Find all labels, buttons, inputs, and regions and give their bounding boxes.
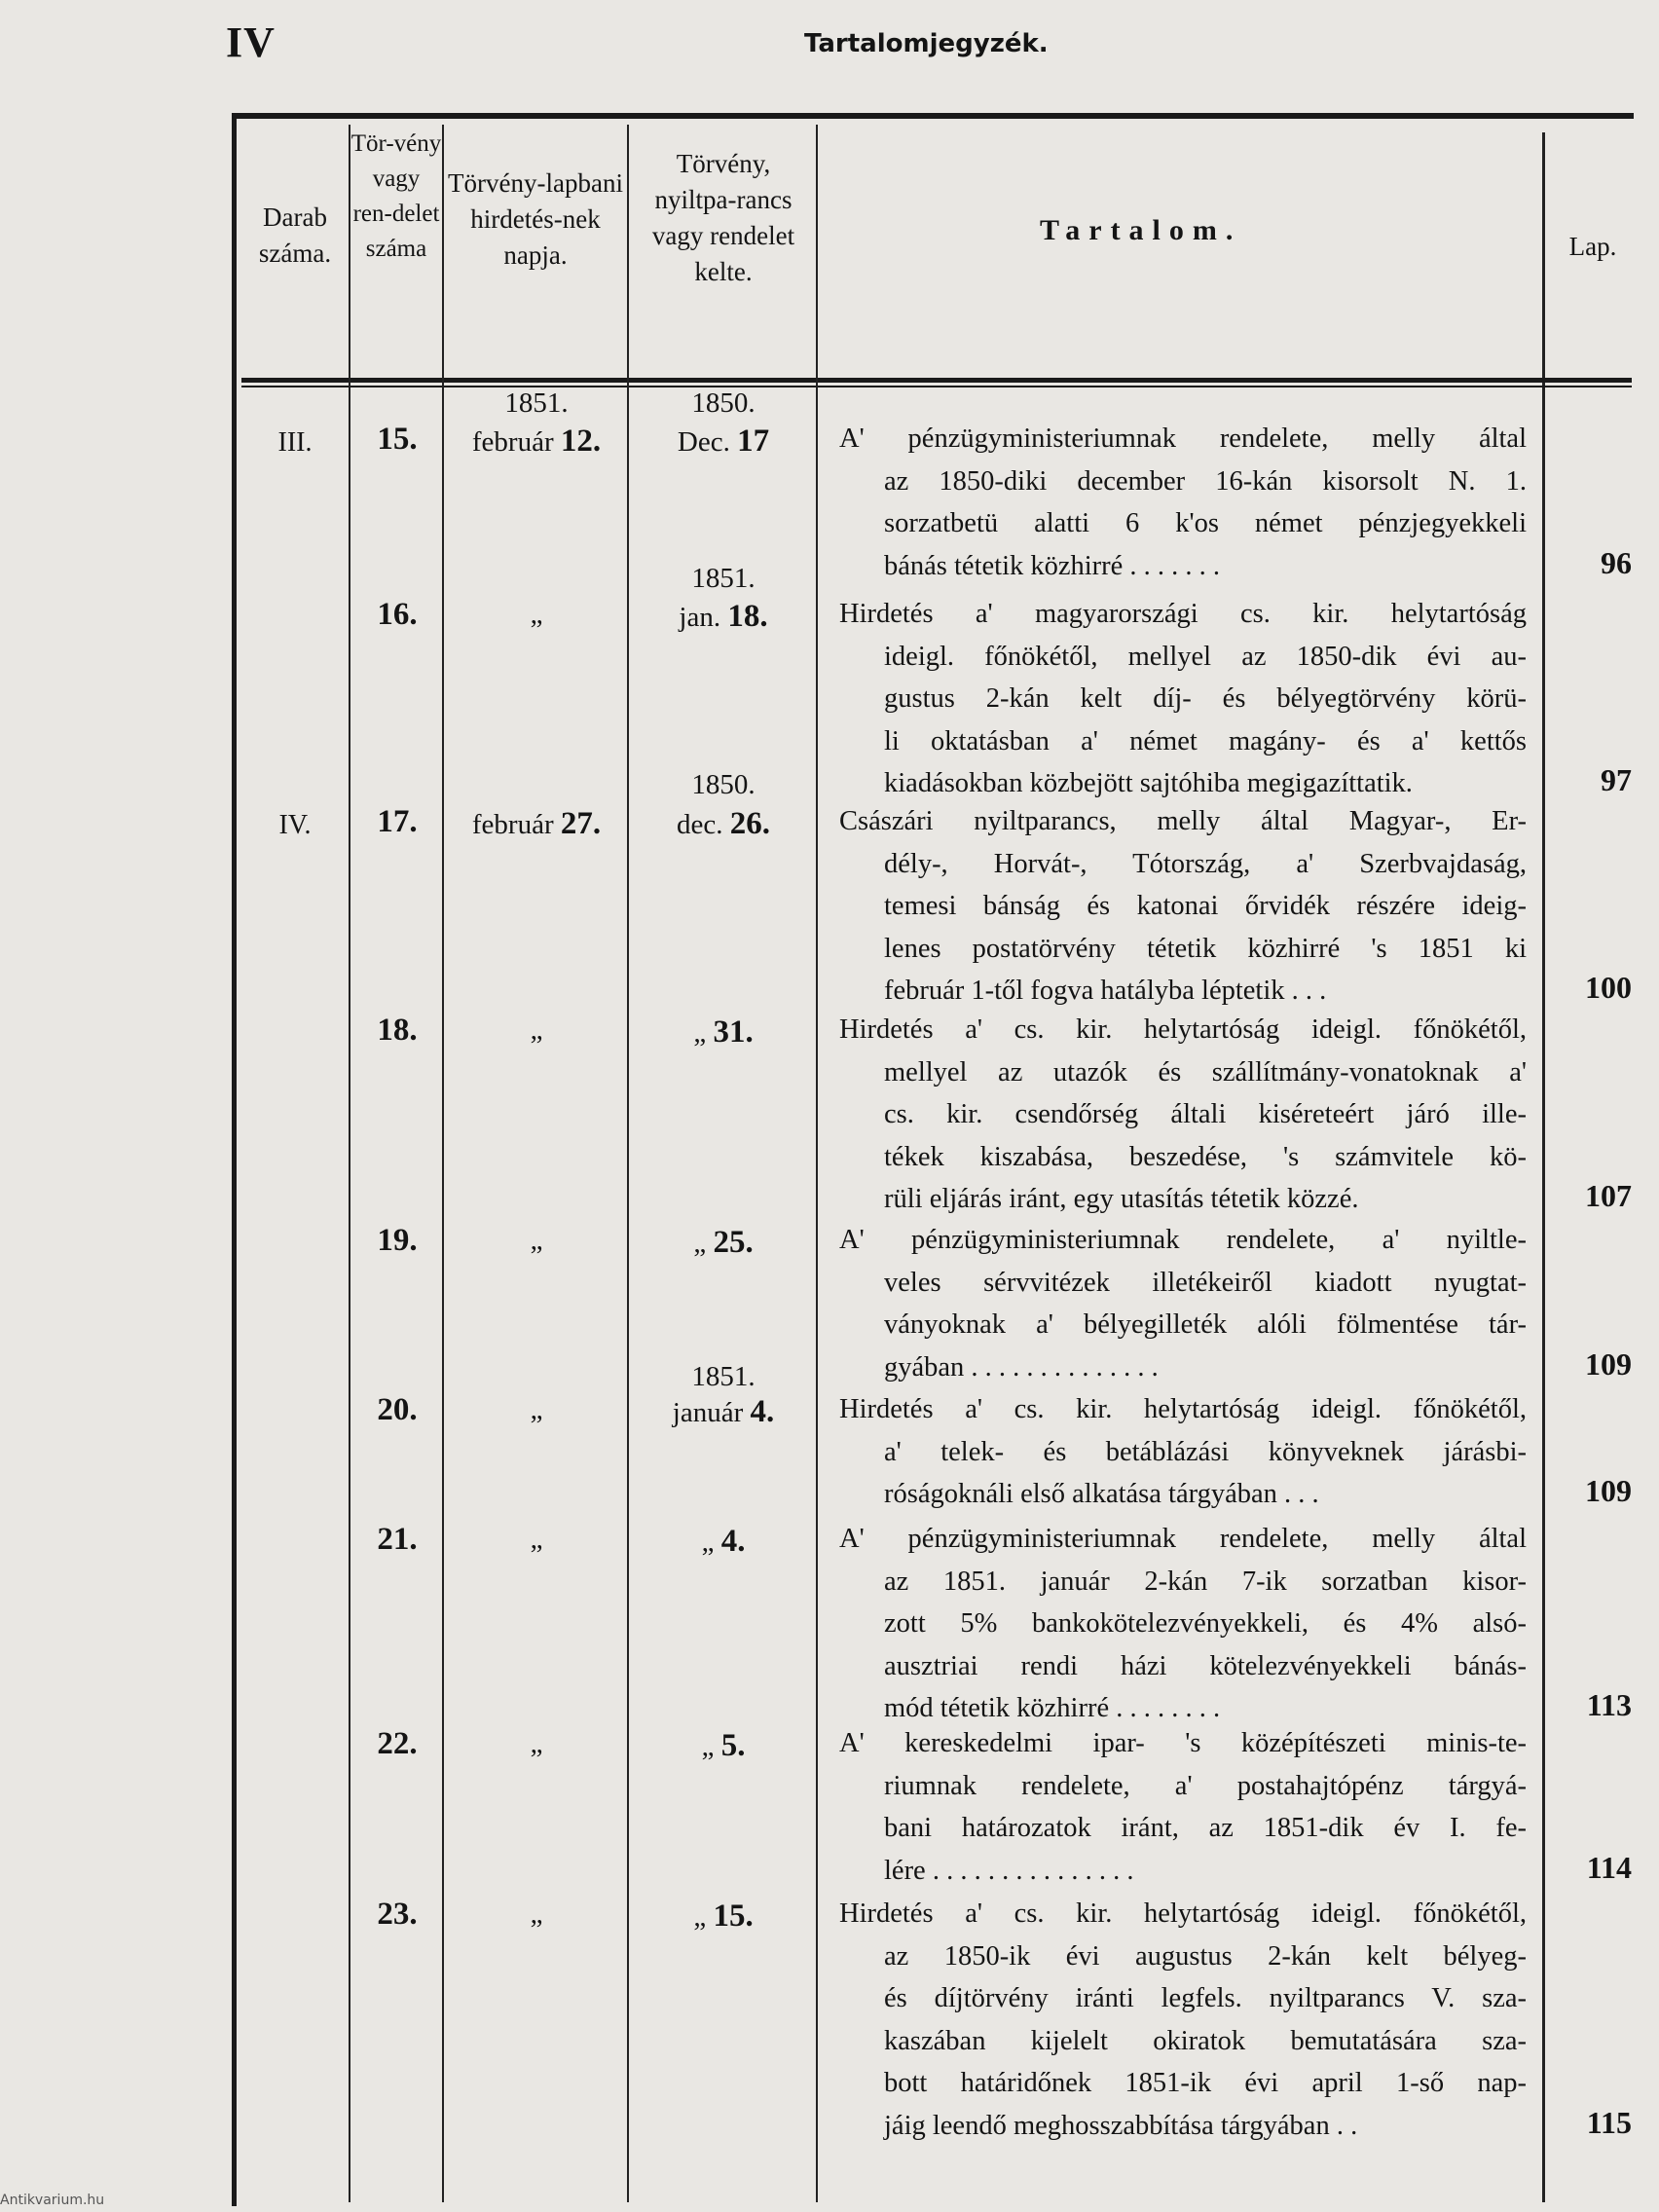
announcement-date: „ <box>530 1014 543 1046</box>
content-entry <box>839 1388 1527 1516</box>
law-number: 17. <box>377 804 418 839</box>
announcement-date: „ <box>530 599 543 630</box>
year-label: 1850. <box>691 769 756 800</box>
header-rule <box>241 378 1632 383</box>
content-line: dély-, Horvát-, Tótország, a' Szerbvajdaság, <box>884 848 1527 879</box>
content-line: jáig leendő meghosszabbítása tárgyában . . <box>884 2110 1358 2141</box>
running-title: Tartalomjegyzék. <box>804 29 1049 58</box>
law-number: 21. <box>377 1522 418 1557</box>
law-number: 22. <box>377 1726 418 1761</box>
issue-date: „ 31. <box>693 1014 754 1050</box>
content-line: róságoknáli első alkatása tárgyában . . . <box>884 1479 1319 1510</box>
content-line: rüli eljárás iránt, egy utasítás tétetik közzé. <box>884 1184 1359 1215</box>
header-kelte: Törvény, nyiltpa-rancs vagy rendelet kelte. <box>651 149 795 286</box>
announcement-date: „ <box>530 1225 543 1256</box>
darab-number: III. <box>277 427 313 458</box>
issue-date: „ 5. <box>701 1728 746 1763</box>
issue-date: „ 4. <box>701 1524 746 1559</box>
lap-column-rule <box>1542 132 1545 2202</box>
content-line: gyában . . . . . . . . . . . . . . <box>884 1351 1159 1382</box>
issue-date: „ 15. <box>693 1899 754 1934</box>
page-reference: 113 <box>1586 1687 1632 1723</box>
content-line: sorzatbetü alatti 6 k'os német pénzjegyekkeli <box>884 508 1527 539</box>
column-rule <box>627 125 629 2202</box>
column-rule <box>442 125 444 2202</box>
content-line: tékek kiszabása, beszedése, 's számvitele kö- <box>884 1141 1527 1172</box>
header-tartalom: Tartalom. <box>1040 214 1242 246</box>
year-label: 1851. <box>504 387 569 419</box>
year-label: 1850. <box>691 387 756 419</box>
content-line: kiadásokban közbejött sajtóhiba megigazíttatik. <box>884 768 1413 799</box>
header-darab: Darab száma. <box>258 203 332 268</box>
content-line: A' pénzügyministeriumnak rendelete, melly által <box>839 424 1527 454</box>
page-reference: 97 <box>1601 762 1632 798</box>
page-reference: 100 <box>1585 970 1632 1006</box>
content-line: gustus 2-kán kelt díj- és bélyegtörvény körü- <box>884 683 1527 715</box>
content-line: A' pénzügyministeriumnak rendelete, melly által <box>839 1524 1527 1554</box>
page-reference: 109 <box>1585 1346 1632 1382</box>
content-line: a' telek- és betáblázási könyveknek járásbi- <box>884 1436 1527 1467</box>
column-rule <box>816 125 818 2202</box>
announcement-date: február 27. <box>471 806 602 841</box>
content-line: A' pénzügyministeriumnak rendelete, a' nyiltle- <box>839 1225 1527 1255</box>
content-line: ausztriai rendi házi kötelezvényekkeli bánás- <box>884 1650 1527 1681</box>
content-entry <box>839 418 1527 587</box>
content-line: az 1850-ik évi augustus 2-kán kelt bélyeg- <box>884 1940 1527 1972</box>
issue-date: Dec. 17 <box>677 424 770 459</box>
content-entry <box>839 1893 1527 2148</box>
page-reference: 96 <box>1601 544 1632 580</box>
announcement-date: február 12. <box>471 424 602 459</box>
content-entry <box>839 800 1527 1013</box>
law-number: 19. <box>377 1223 418 1258</box>
header-lap: Lap. <box>1568 232 1617 261</box>
content-line: bánás tétetik közhirré . . . . . . . <box>884 550 1221 581</box>
content-line: bani határozatok iránt, az 1851-dik év I. fe- <box>884 1813 1527 1844</box>
page-reference: 115 <box>1586 2105 1632 2140</box>
content-line: riumnak rendelete, a' postahajtópénz tárgyá- <box>884 1770 1527 1801</box>
header-szam: Tör-vény vagy ren-delet száma <box>350 130 442 262</box>
announcement-date: „ <box>530 1728 543 1759</box>
content-line: bott határidőnek 1851-ik évi april 1-ső nap- <box>884 2068 1527 2099</box>
content-line: A' kereskedelmi ipar- 's középítészeti minis-te- <box>839 1728 1527 1758</box>
page-number: IV <box>226 18 276 66</box>
content-line: mellyel az utazók és szállítmány-vonatoknak a' <box>884 1056 1527 1088</box>
content-entry <box>839 1518 1527 1730</box>
darab-number: IV. <box>278 810 312 840</box>
announcement-date: „ <box>530 1899 543 1930</box>
content-line: ványoknak a' bélyegilleték alóli fölmentése tár- <box>884 1309 1527 1341</box>
issue-date: jan. 18. <box>679 599 768 634</box>
law-number: 15. <box>377 422 418 457</box>
content-line: mód tétetik közhirré . . . . . . . . <box>884 1693 1221 1724</box>
content-line: Hirdetés a' cs. kir. helytartóság ideigl. főnökétől, <box>839 1899 1527 1929</box>
content-line: az 1851. január 2-kán 7-ik sorzatban kisor- <box>884 1566 1527 1597</box>
header-napja: Törvény-lapbani hirdetés-nek napja. <box>448 168 623 270</box>
watermark: Antikvarium.hu <box>0 2193 105 2208</box>
page-reference: 114 <box>1586 1849 1632 1885</box>
content-entry <box>839 1009 1527 1221</box>
content-line: Császári nyiltparancs, melly által Magyar-, Er- <box>839 806 1527 836</box>
issue-date: dec. 26. <box>677 806 770 841</box>
page-reference: 107 <box>1585 1178 1632 1214</box>
content-line: zott 5% bankokötelezvényekkeli, és 4% alsó- <box>884 1608 1527 1640</box>
year-label: 1851. <box>691 1361 756 1392</box>
content-entry <box>839 1219 1527 1388</box>
content-line: veles sérvvitézek illetékeiről kiadott nyugtat- <box>884 1267 1527 1298</box>
content-line: li oktatásban a' német magány- és a' kettős <box>884 725 1527 756</box>
announcement-date: „ <box>530 1394 543 1425</box>
issue-date: „ 25. <box>693 1225 754 1260</box>
content-line: Hirdetés a' cs. kir. helytartóság ideigl. főnökétől, <box>839 1014 1527 1045</box>
law-number: 18. <box>377 1013 418 1048</box>
content-line: február 1-től fogva hatályba léptetik . . . <box>884 976 1327 1007</box>
law-number: 20. <box>377 1392 418 1427</box>
content-entry <box>839 593 1527 805</box>
content-line: ideigl. főnökétől, mellyel az 1850-dik évi au- <box>884 641 1527 672</box>
content-line: kaszában kijelelt okiratok bemutatására sza- <box>884 2025 1527 2056</box>
content-line: és díjtörvény iránti legfels. nyiltparancs V. sza- <box>884 1983 1527 2014</box>
content-line: Hirdetés a' cs. kir. helytartóság ideigl. főnökétől, <box>839 1394 1527 1424</box>
issue-date: január 4. <box>672 1394 775 1429</box>
content-line: lenes postatörvény tétetik közhirré 's 1851 ki <box>884 933 1527 964</box>
content-line: temesi bánság és katonai őrvidék részére ideig- <box>884 891 1527 922</box>
law-number: 23. <box>377 1897 418 1932</box>
content-entry <box>839 1722 1527 1892</box>
content-line: az 1850-diki december 16-kán kisorsolt N. 1. <box>884 465 1527 497</box>
page-reference: 109 <box>1585 1473 1632 1509</box>
announcement-date: „ <box>530 1524 543 1555</box>
year-label: 1851. <box>691 563 756 594</box>
content-line: cs. kir. csendőrség általi kiséreteért járó ille- <box>884 1099 1527 1130</box>
column-rule <box>349 125 350 2202</box>
content-line: Hirdetés a' magyarországi cs. kir. helytartóság <box>839 599 1527 629</box>
content-line: lére . . . . . . . . . . . . . . . <box>884 1855 1134 1886</box>
law-number: 16. <box>377 597 418 632</box>
